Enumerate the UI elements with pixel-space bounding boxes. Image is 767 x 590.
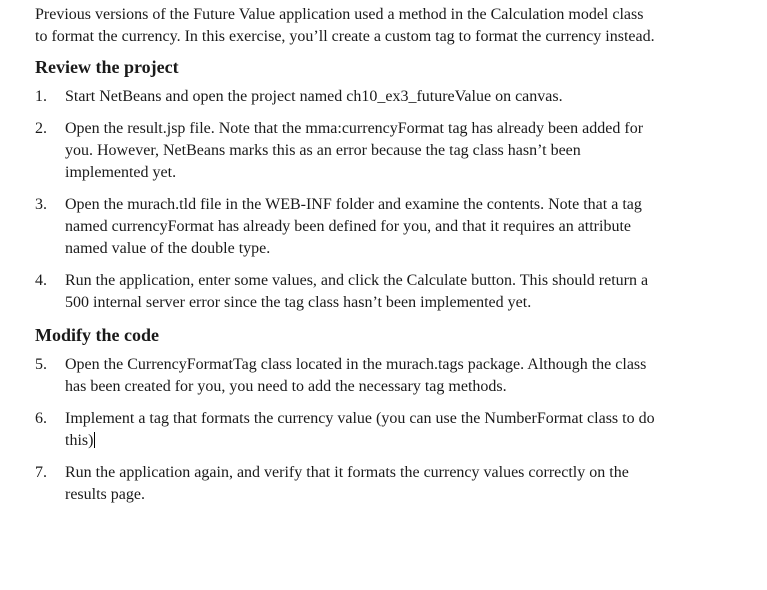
- step-text: Open the murach.tld file in the WEB-INF folder and examine the contents. Note that a tag named currencyFormat has already been defined for you, and that it requires an attribute named value of the double type.: [65, 196, 642, 257]
- step-text: Open the CurrencyFormatTag class located in the murach.tags package. Although the class has been created for you, you need to add the necessary tag methods.: [65, 356, 647, 395]
- step-text: Run the application again, and verify that it formats the currency values correctly on the results page.: [65, 464, 629, 503]
- step-number: 6.: [35, 410, 47, 427]
- step-text: Open the result.jsp file. Note that the mma:currencyFormat tag has already been added for you. However, NetBeans marks this as an error because the tag class hasn’t been implemented yet.: [65, 120, 644, 181]
- document-page: [35, 4, 655, 516]
- step-text: Run the application, enter some values, and click the Calculate button. This should return a 500 internal server error since the tag class hasn’t been implemented yet.: [65, 272, 649, 311]
- step-item: [35, 270, 655, 314]
- step-text: Implement a tag that formats the currency value (you can use the NumberFormat class to do this): [65, 410, 655, 449]
- step-number: 7.: [35, 464, 47, 481]
- step-item: [35, 194, 655, 260]
- step-number: 3.: [35, 196, 47, 213]
- step-item: [35, 118, 655, 184]
- step-number: 5.: [35, 356, 47, 373]
- step-item: [35, 86, 655, 108]
- intro-paragraph: Previous versions of the Future Value application used a method in the Calculation model class to format the currency. In this exercise, you’ll create a custom tag to format the currency instead.: [35, 6, 655, 45]
- step-text: Start NetBeans and open the project named ch10_ex3_futureValue on canvas.: [65, 88, 563, 105]
- step-number: 4.: [35, 272, 47, 289]
- step-item: [35, 462, 655, 506]
- text-cursor: [94, 432, 95, 448]
- section-heading-review: Review the project: [35, 57, 179, 77]
- step-number: 1.: [35, 88, 47, 105]
- step-number: 2.: [35, 120, 47, 137]
- step-item: [35, 354, 655, 398]
- section-heading-modify: Modify the code: [35, 325, 159, 345]
- step-item: [35, 408, 655, 452]
